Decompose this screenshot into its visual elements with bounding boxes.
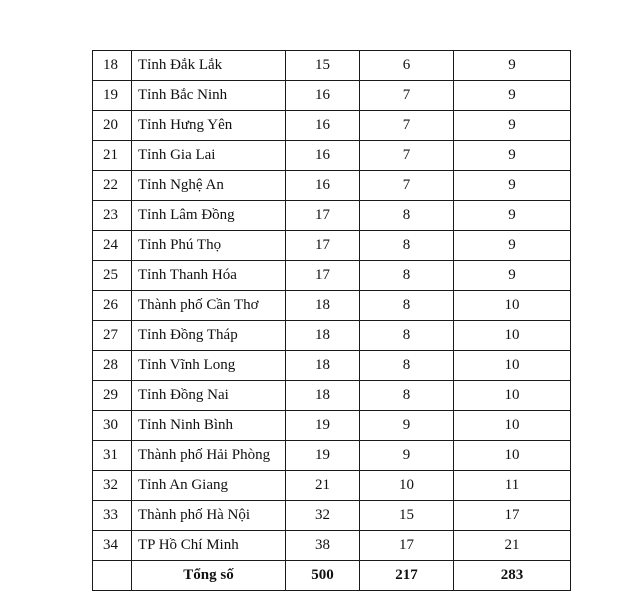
total-label-cell: Tổng số — [132, 561, 286, 591]
table-body — [93, 51, 571, 591]
row-number-cell: 21 — [93, 141, 132, 171]
province-name-cell: Tỉnh Bắc Ninh — [132, 81, 286, 111]
row-number-cell: 28 — [93, 351, 132, 381]
total-count-cell: 18 — [286, 321, 360, 351]
allocation-table — [92, 50, 571, 591]
total-count-cell: 16 — [286, 171, 360, 201]
row-number-cell: 33 — [93, 501, 132, 531]
total-count-cell: 16 — [286, 141, 360, 171]
table-row — [93, 81, 571, 111]
row-number-cell: 31 — [93, 441, 132, 471]
total-count-cell: 18 — [286, 291, 360, 321]
table-row — [93, 411, 571, 441]
total-count-cell: 32 — [286, 501, 360, 531]
table-row — [93, 231, 571, 261]
group-one-count-cell: 8 — [360, 261, 454, 291]
table-row — [93, 351, 571, 381]
row-number-cell: 32 — [93, 471, 132, 501]
province-name-cell: Thành phố Cần Thơ — [132, 291, 286, 321]
group-one-count-cell: 17 — [360, 531, 454, 561]
province-name-cell: Tỉnh Thanh Hóa — [132, 261, 286, 291]
total-count-cell: 17 — [286, 201, 360, 231]
total-count-cell: 17 — [286, 261, 360, 291]
province-name-cell: Tỉnh Ninh Bình — [132, 411, 286, 441]
group-two-count-cell: 9 — [454, 231, 571, 261]
row-number-cell: 19 — [93, 81, 132, 111]
province-name-cell: Tỉnh An Giang — [132, 471, 286, 501]
group-one-count-cell: 9 — [360, 441, 454, 471]
group-one-count-cell: 8 — [360, 351, 454, 381]
row-number-cell: 23 — [93, 201, 132, 231]
total-count-cell: 16 — [286, 111, 360, 141]
province-name-cell: Tỉnh Gia Lai — [132, 141, 286, 171]
table-row — [93, 261, 571, 291]
group-one-count-cell: 7 — [360, 81, 454, 111]
row-number-cell: 18 — [93, 51, 132, 81]
row-number-cell: 24 — [93, 231, 132, 261]
row-number-cell: 34 — [93, 531, 132, 561]
total-sum-b-cell: 217 — [360, 561, 454, 591]
row-number-cell: 25 — [93, 261, 132, 291]
total-count-cell: 19 — [286, 411, 360, 441]
table-row — [93, 381, 571, 411]
group-one-count-cell: 15 — [360, 501, 454, 531]
province-name-cell: Tỉnh Lâm Đồng — [132, 201, 286, 231]
total-count-cell: 19 — [286, 441, 360, 471]
group-two-count-cell: 9 — [454, 201, 571, 231]
table-row — [93, 141, 571, 171]
group-two-count-cell: 9 — [454, 261, 571, 291]
province-name-cell: Tỉnh Phú Thọ — [132, 231, 286, 261]
row-number-cell: 20 — [93, 111, 132, 141]
table-row — [93, 321, 571, 351]
group-two-count-cell: 21 — [454, 531, 571, 561]
group-one-count-cell: 8 — [360, 201, 454, 231]
table-row — [93, 531, 571, 561]
group-one-count-cell: 8 — [360, 381, 454, 411]
row-number-cell: 26 — [93, 291, 132, 321]
group-two-count-cell: 9 — [454, 81, 571, 111]
province-name-cell: Tỉnh Vĩnh Long — [132, 351, 286, 381]
province-name-cell: Thành phố Hà Nội — [132, 501, 286, 531]
province-name-cell: Tỉnh Đồng Nai — [132, 381, 286, 411]
table-row — [93, 51, 571, 81]
total-count-cell: 38 — [286, 531, 360, 561]
total-sum-a-cell: 500 — [286, 561, 360, 591]
group-one-count-cell: 7 — [360, 111, 454, 141]
province-name-cell: Tỉnh Hưng Yên — [132, 111, 286, 141]
group-two-count-cell: 9 — [454, 141, 571, 171]
group-one-count-cell: 8 — [360, 291, 454, 321]
total-row — [93, 561, 571, 591]
group-two-count-cell: 10 — [454, 351, 571, 381]
group-two-count-cell: 10 — [454, 381, 571, 411]
group-one-count-cell: 8 — [360, 321, 454, 351]
total-count-cell: 15 — [286, 51, 360, 81]
row-number-cell: 30 — [93, 411, 132, 441]
group-two-count-cell: 9 — [454, 51, 571, 81]
group-two-count-cell: 9 — [454, 171, 571, 201]
row-number-cell: 27 — [93, 321, 132, 351]
province-name-cell: Tỉnh Nghệ An — [132, 171, 286, 201]
total-count-cell: 18 — [286, 381, 360, 411]
row-number-cell: 29 — [93, 381, 132, 411]
table-row — [93, 441, 571, 471]
total-row-number-cell — [93, 561, 132, 591]
group-one-count-cell: 7 — [360, 171, 454, 201]
group-two-count-cell: 11 — [454, 471, 571, 501]
table-row — [93, 501, 571, 531]
table-row — [93, 471, 571, 501]
row-number-cell: 22 — [93, 171, 132, 201]
group-one-count-cell: 6 — [360, 51, 454, 81]
group-one-count-cell: 10 — [360, 471, 454, 501]
table-row — [93, 291, 571, 321]
group-two-count-cell: 17 — [454, 501, 571, 531]
table-row — [93, 201, 571, 231]
group-one-count-cell: 8 — [360, 231, 454, 261]
group-two-count-cell: 10 — [454, 321, 571, 351]
province-name-cell: TP Hồ Chí Minh — [132, 531, 286, 561]
total-count-cell: 16 — [286, 81, 360, 111]
total-count-cell: 18 — [286, 351, 360, 381]
total-count-cell: 21 — [286, 471, 360, 501]
province-name-cell: Tỉnh Đắk Lắk — [132, 51, 286, 81]
group-two-count-cell: 10 — [454, 441, 571, 471]
group-one-count-cell: 9 — [360, 411, 454, 441]
total-sum-c-cell: 283 — [454, 561, 571, 591]
table-row — [93, 171, 571, 201]
province-name-cell: Thành phố Hải Phòng — [132, 441, 286, 471]
province-name-cell: Tỉnh Đồng Tháp — [132, 321, 286, 351]
group-two-count-cell: 10 — [454, 411, 571, 441]
group-two-count-cell: 9 — [454, 111, 571, 141]
allocation-table-container — [92, 50, 571, 591]
total-count-cell: 17 — [286, 231, 360, 261]
group-two-count-cell: 10 — [454, 291, 571, 321]
table-row — [93, 111, 571, 141]
group-one-count-cell: 7 — [360, 141, 454, 171]
